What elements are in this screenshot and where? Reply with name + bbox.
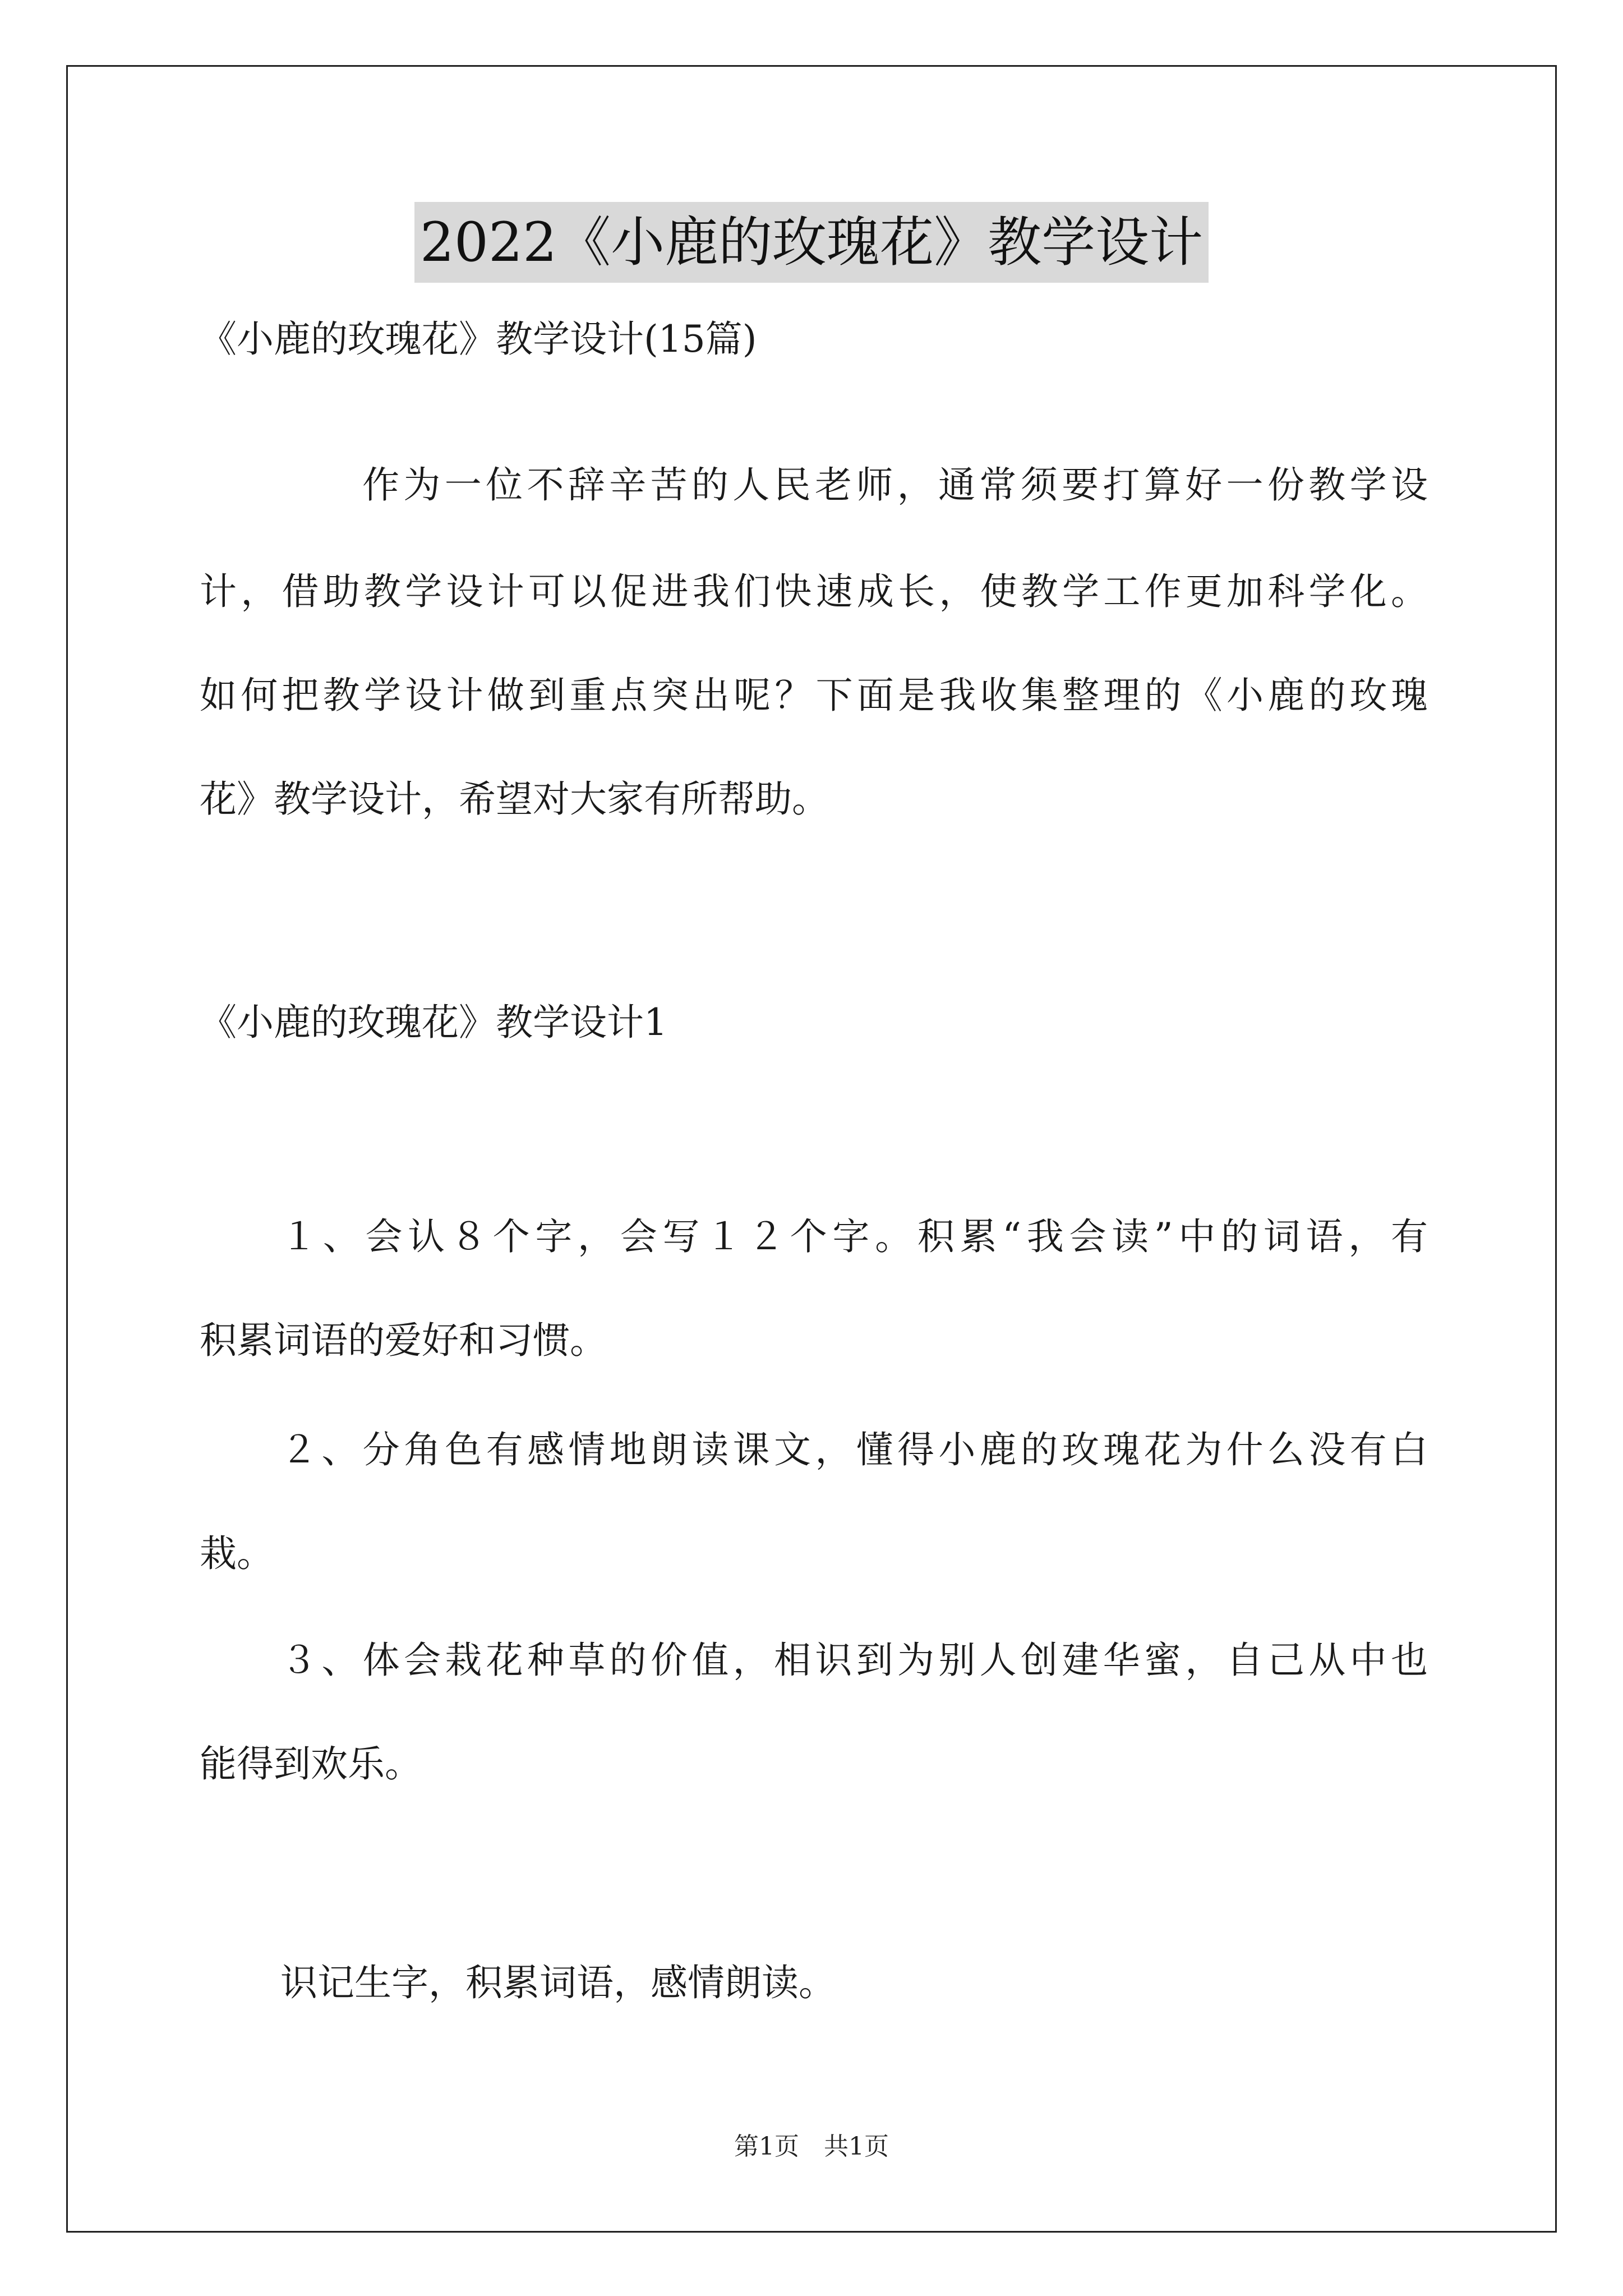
goal-line-3: ２、分角色有感情地朗读课文，懂得小鹿的玫瑰花为什么没有白 [280,1428,1428,1471]
intro-line-2: 计，借助教学设计可以促进我们快速成长，使教学工作更加科学化。 [200,570,1428,613]
intro-line-4: 花》教学设计，希望对大家有所帮助。 [200,777,829,821]
title-wrap [0,202,1623,283]
goal-line-6: 能得到欢乐。 [200,1742,422,1786]
section-heading: 《小鹿的玫瑰花》教学设计1 [200,1001,667,1044]
goal-line-4: 栽。 [200,1532,274,1575]
goal-line-2: 积累词语的爱好和习惯。 [200,1319,607,1362]
page-footer: 第1页 共1页 [734,2132,889,2161]
intro-line-3: 如何把教学设计做到重点突出呢？下面是我收集整理的《小鹿的玫瑰 [200,674,1428,717]
key-points: 识记生字，积累词语，感情朗读。 [280,1961,836,2004]
goal-line-1: １、会认８个字，会写１２个字。积累“我会读”中的词语，有 [280,1215,1428,1258]
goal-line-5: ３、体会栽花种草的价值，相识到为别人创建华蜜，自己从中也 [280,1639,1428,1682]
intro-line-1: 作为一位不辞辛苦的人民老师，通常须要打算好一份教学设 [362,463,1428,507]
document-title: 2022《小鹿的玫瑰花》教学设计 [414,202,1209,283]
subtitle: 《小鹿的玫瑰花》教学设计(15篇) [200,318,757,361]
page-border [66,65,1557,2233]
